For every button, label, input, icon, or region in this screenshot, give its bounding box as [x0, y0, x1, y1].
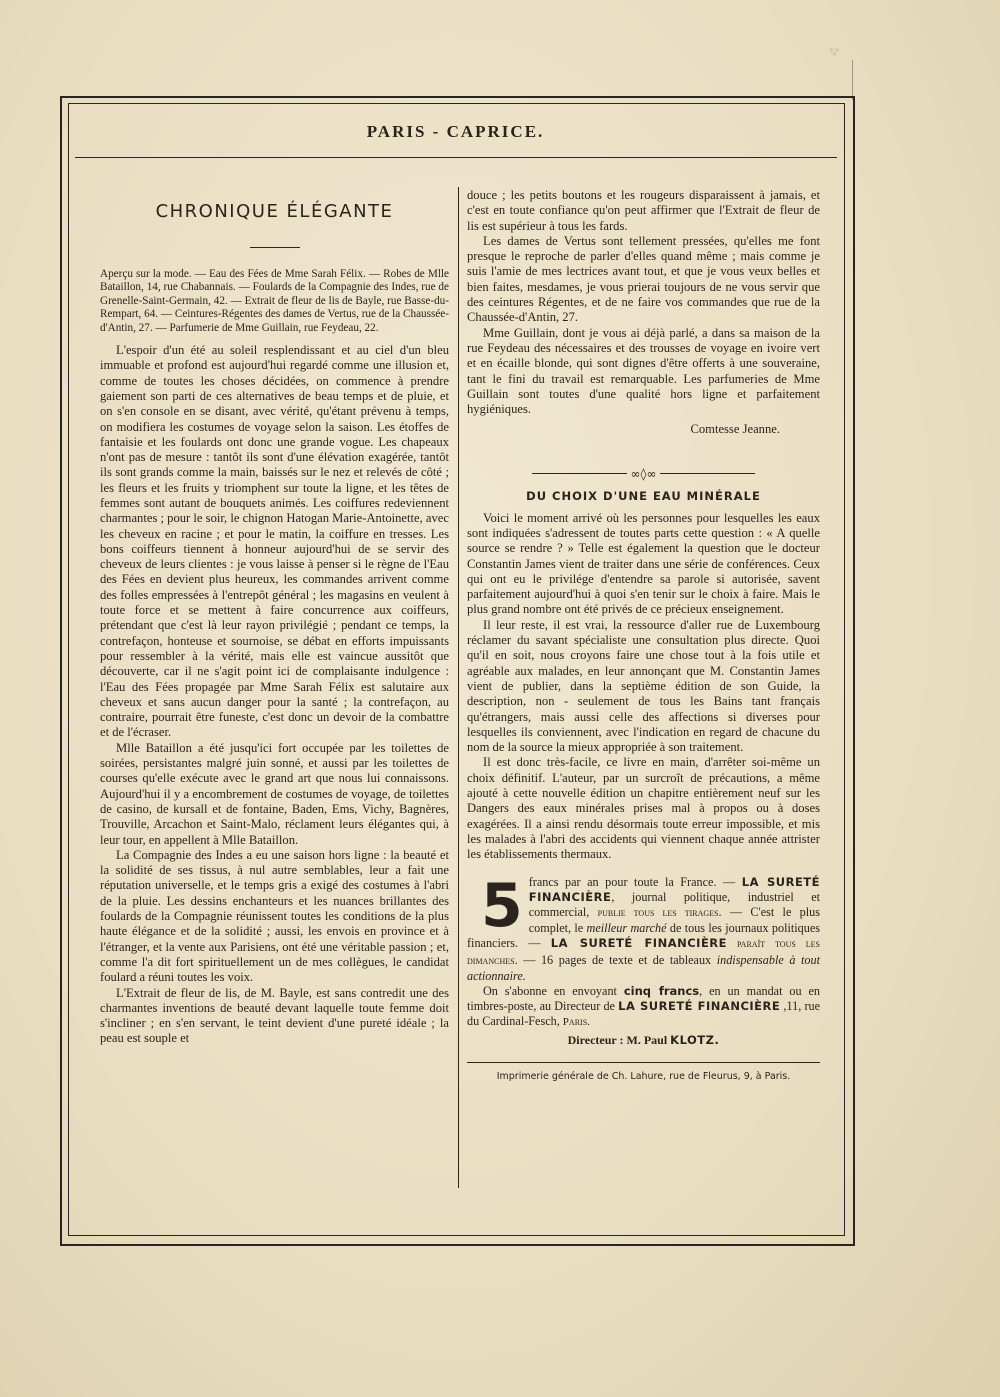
chronique-title: CHRONIQUE ÉLÉGANTE [155, 201, 394, 222]
ad-big-number: 5 [481, 870, 523, 941]
header-rule [75, 157, 837, 158]
title-rule [250, 247, 300, 248]
ornament-line-left [532, 473, 627, 474]
imprint-rule [467, 1062, 820, 1063]
left-column [100, 198, 449, 1047]
chronique-paragraph: Mlle Bataillon a été jusqu'ici fort occupée par les toilettes de soirées, persistantes malgré juin sonné, et aussi par les toilettes de courses qu'elle exécute avec le grand art que nous lui connaissons. Aujourd'hui il y a encombrement de costumes de voyage, de toilettes de casino, de kursall et de fontaine, Baden, Ems, Vichy, Bagnères, Trouville, Arcachon et Saint-Malo, réclament leurs élégantes qui, à leur tour, en appellent à Mlle Bataillon. [100, 740, 449, 847]
ornament-swirl-icon: ∞◊∞ [630, 466, 657, 481]
ad-subscription: On s'abonne en envoyant cinq francs, en un mandat ou en timbres-poste, au Directeur de LA SURETÉ FINANCIÈRE ,11, rue du Cardinal-Fesch, Paris. [467, 983, 820, 1029]
author-signature: Comtesse Jeanne. [690, 422, 780, 437]
printer-imprint: Imprimerie générale de Ch. Lahure, rue de Fleurus, 9, à Paris. [496, 1070, 791, 1082]
ad-text: francs par an pour toute la France. — LA SURETÉ FINANCIÈRE, journal politique, industriel et commercial, publie tous les tirages. — C'est le plus complet, le meilleur marché de tous les journaux politiques financiers. — LA SURETÉ FINANCIÈRE paraît tous les dimanches. — 16 pages de texte et de tableaux indispensable à tout actionnaire. [467, 874, 820, 983]
article-paragraph: Il est donc très-facile, ce livre en main, d'arrêter soi-même un choix définitif. L'auteur, par un surcroît de précautions, a même ajouté à cette nouvelle édition un chapitre entièrement neuf sur les Dangers des eaux minérales prises mal à propos ou à doses exagérées. Il a ainsi rendu désormais toute erreur impossible, et mis les malades à l'abri des accidents qui viennent chaque année attrister les établissements thermaux. [467, 755, 820, 862]
chronique-paragraph: douce ; les petits boutons et les rougeurs disparaissent à jamais, et c'est en toute confiance qu'on peut affirmer que l'Extrait de fleur de lis est supérieur à tous les fards. [467, 188, 820, 233]
column-divider [458, 187, 459, 1188]
section-ornament [467, 465, 820, 480]
article-paragraph: Il leur reste, il est vrai, la ressource d'aller rue de Luxembourg réclamer du savant spécialiste une consultation plus directe. Quoi qu'il en soit, nous croyons faire une chose tout à la fois utile et agréable aux malades, en leur annonçant que M. Constantin James vient de publier, dans la septième édition de son Guide, la description, non - seulement de tous les Bains tant français qu'étrangers, mais aussi celle des affections si diverses pour lesquelles ils conviennent, avec l'indication en regard de chacune du nom de la source la mieux appropriée à son traitement. [467, 617, 820, 755]
chronique-paragraph: L'espoir d'un été au soleil resplendissant et au ciel d'un bleu immuable et profond est aujourd'hui regardé comme une illusion et, comme de toutes les choses décidées, on commence à prendre gaiement son parti de ces alternatives de beau temps et de pluie, et on s'en console en se disant, avec vérité, qu'étant prévenu à temps, on modifiera les costumes de voyage selon la saison. Les étoffes de fantaisie et les foulards ont donc une grande vogue. Les chapeaux n'ont pas de mesure : tantôt ils sont d'une élévation exagérée, tantôt ils sont grands comme la main, baissés sur le nez et relevés de côté ; les fleurs et les fruits y triomphent sur toute la ligne, et les têtes de femmes sont autant de bouquets animés. Les coiffures redeviennent charmantes ; pour le soir, le chignon Hatogan Marie-Antoinette, avec les cheveux en racine ; et pour le matin, la coiffure en tresses. Les bons coiffeurs tiennent à honneur aujourd'hui de se servir des cheveux de leurs clientes : je vous laisse à penser si le règne de l'Eau des Fées en devient plus heureux, les commandes arrivent comme des folles empressées à l'entrepôt général ; les magasins en veulent à toute force et se mettent à faire concurrence aux coiffeurs, prétendant que c'est là leur rayon privilégié ; pendant ce temps, la contrefaçon, honteuse et sournoise, se débat en efforts impuissants pour ressembler à la vérité, mais elle est vaincue aussitôt que découverte, car il ne s'agit point ici de complaisante indulgence : l'Eau des Fées propagée par Mme Sarah Félix est salutaire aux cheveux et sans aucun danger pour la santé ; la contrefaçon, au contraire, pourrait être funeste, c'est donc un devoir de la combattre et de l'écraser. [100, 343, 449, 740]
ornament-line-right [660, 473, 755, 474]
chronique-paragraph: La Compagnie des Indes a eu une saison hors ligne : la beauté et la solidité de ses tissus, à nul autre semblables, leur a fait une réputation universelle, et le temps gris a exigé des costumes à l'abri de la pluie. Les dessins enchanteurs et les nuances brillantes des foulards de la Compagnie réunissent toutes les conditions de la plus haute élégance et de la solidité ; aussi, les envois en province et à l'étranger, et la vente aux Parisiens, ont été une véritable passion ; et, comme l'a dit fort spirituellement un de mes collègues, le candidat foulard a réuni toutes les voix. [100, 847, 449, 985]
ad-director: Directeur : M. Paul KLOTZ. [567, 1032, 720, 1047]
bleed-through-text: ⁂ [827, 45, 840, 58]
article-paragraph: Voici le moment arrivé où les personnes pour lesquelles les eaux sont indiquées s'adressent de toutes parts cette question : « A quelle source se rendre ? » Telle est également la question que le docteur Constantin James vient de traiter dans une série de conférences. Ceux qui ont eu le privilége d'entendre sa parole si autorisée, savent parfaitement aujourd'hui à quoi s'en tenir sur le choix à faire. Mais le plus grand nombre ont été privés de ce précieux enseignement. [467, 510, 820, 617]
advertisement [467, 870, 820, 1048]
chronique-paragraph: Mme Guillain, dont je vous ai déjà parlé, a dans sa maison de la rue Feydeau des nécessaires et des trousses de voyage en ivoire vert et en écaille blonde, qui sont dignes d'être offerts à une souveraine, tant le fini du travail est remarquable. Les parfumeries de Mme Guillain sont toutes d'une qualité hors ligne et parfaitement hygiéniques. [467, 325, 820, 417]
right-column [467, 188, 820, 1082]
page-header-title: PARIS - CAPRICE. [366, 122, 545, 141]
chronique-paragraph: Les dames de Vertus sont tellement pressées, qu'elles me font presque le reproche de parler d'elles quand même ; mais comme je suis l'amie de mes lectrices avant tout, et que je vous veux belles et bien faites, mesdames, je vous prierai toujours de ne vous servir que des ceintures Régentes, et de ne faire vos commandes que rue de la Chaussée-d'Antin, 27. [467, 233, 820, 325]
article-title: DU CHOIX D'UNE EAU MINÉRALE [526, 488, 761, 503]
chronique-paragraph: L'Extrait de fleur de lis, de M. Bayle, est sans contredit une des charmantes inventions de beauté devant laquelle toute femme doit s'incliner ; en s'en servant, le teint devient d'une pureté idéale ; la peau est souple et [100, 985, 449, 1046]
chronique-summary: Aperçu sur la mode. — Eau des Fées de Mme Sarah Félix. — Robes de Mlle Bataillon, 14, rue Chabannais. — Foulards de la Compagnie des Indes, rue de Grenelle-Saint-Germain, 42. — Extrait de fleur de lis de Bayle, rue Basse-du-Rempart, 64. — Ceintures-Régentes des dames de Vertus, rue de la Chaussée-d'Antin, 27. — Parfumerie de Mme Guillain, rue Feydeau, 22. [100, 268, 449, 334]
page-edge-mark [852, 60, 853, 100]
